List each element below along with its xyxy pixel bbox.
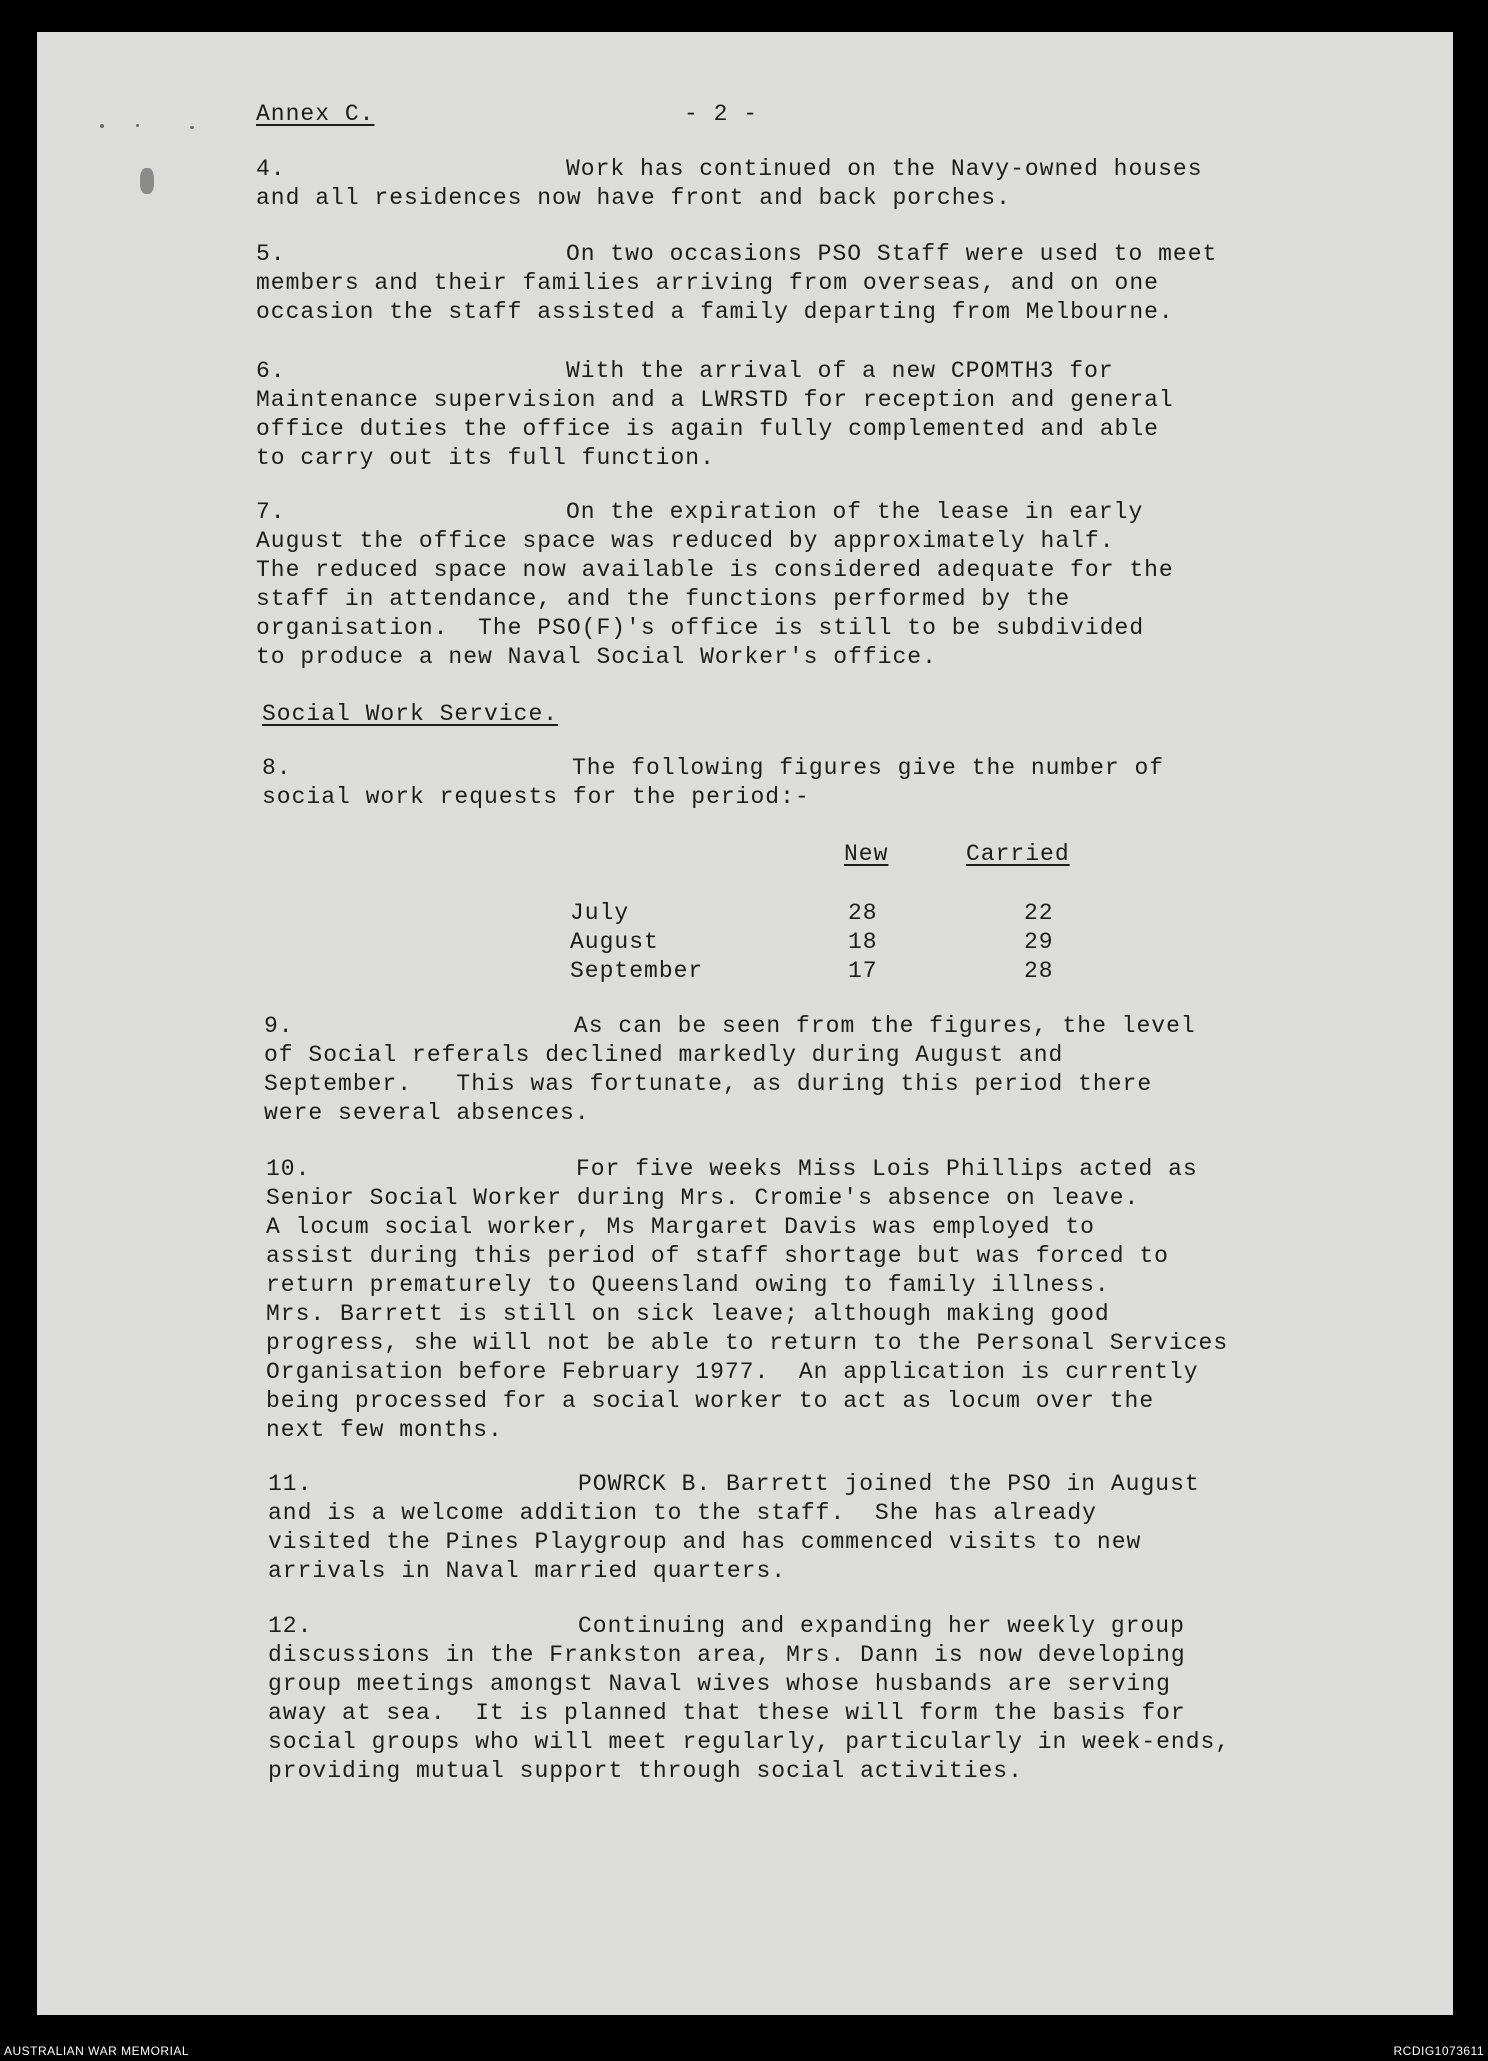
paragraph-first-line: For five weeks Miss Lois Phillips acted as [576, 1156, 1198, 1182]
paragraph-body: and is a welcome addition to the staff. She has already visited the Pines Playgroup and has commenced visits to new arrivals in Naval married quarters. [268, 1500, 1142, 1584]
table-month: August [570, 929, 659, 955]
table-month: July [570, 900, 630, 926]
paper-speck [140, 168, 154, 194]
paragraph-body: August the office space was reduced by approximately half. The reduced space now available is considered adequate for the staff in attendance, and the functions performed by the organisation. The PSO(F)'s office is still to be subdivided to produce a new Naval Social Worker's office. [256, 528, 1174, 670]
paragraph-body: and all residences now have front and back porches. [256, 185, 1011, 211]
paragraph-number: 12. [268, 1613, 313, 1639]
paragraph-body: members and their families arriving from overseas, and on one occasion the staff assisted a family departing from Melbourne. [256, 270, 1174, 325]
table-carried-value: 22 [1024, 900, 1054, 926]
paragraph-body: of Social referals declined markedly during August and September. This was fortunate, as during this period there were several absences. [264, 1042, 1153, 1126]
paragraph-body: discussions in the Frankston area, Mrs. Dann is now developing group meetings amongst Naval wives whose husbands are serving away at sea. It is planned that these will form the basis for social groups who will meet regularly, particularly in week-ends, providing mutual support through social activities. [268, 1642, 1231, 1784]
footer-record-id: RCDIG1073611 [1393, 2044, 1484, 2058]
section-heading: Social Work Service. [262, 701, 559, 727]
table-new-value: 28 [848, 900, 878, 926]
paragraph-number: 6. [256, 358, 286, 384]
table-header-new: New [844, 841, 889, 867]
footer-archive-label: AUSTRALIAN WAR MEMORIAL [4, 2044, 190, 2058]
annex-label: Annex C. [256, 101, 375, 127]
paragraph-first-line: On two occasions PSO Staff were used to meet [566, 241, 1218, 267]
table-carried-value: 28 [1024, 958, 1054, 984]
table-new-value: 18 [848, 929, 878, 955]
paragraph-number: 10. [266, 1156, 311, 1182]
paragraph-number: 5. [256, 241, 286, 267]
paragraph-body: Senior Social Worker during Mrs. Cromie's absence on leave. A locum social worker, Ms Margaret Davis was employed to assist during this period of staff shortage but was forced to return prematurely to Queensland owing to family illness. Mrs. Barrett is still on sick leave; although making good progress, she will not be able to return to the Personal Services Organisation before February 1977. An application is currently being processed for a social worker to act as locum over the next few months. [266, 1185, 1229, 1443]
table-month: September [570, 958, 704, 984]
paragraph-first-line: As can be seen from the figures, the level [574, 1013, 1196, 1039]
page-number: - 2 - [684, 101, 759, 127]
table-header-carried: Carried [966, 841, 1070, 867]
paragraph-body: Maintenance supervision and a LWRSTD for reception and general office duties the office is again fully complemented and able to carry out its full function. [256, 387, 1174, 471]
paragraph-number: 8. [262, 755, 292, 781]
paragraph-body: social work requests for the period:- [262, 784, 810, 810]
paragraph-first-line: On the expiration of the lease in early [566, 499, 1144, 525]
paper-speck [136, 124, 139, 127]
paragraph-first-line: With the arrival of a new CPOMTH3 for [566, 358, 1114, 384]
paragraph-number: 4. [256, 156, 286, 182]
paragraph-number: 7. [256, 499, 286, 525]
paper-speck [100, 124, 104, 128]
table-new-value: 17 [848, 958, 878, 984]
paper-speck [190, 126, 194, 129]
paragraph-number: 11. [268, 1471, 313, 1497]
paragraph-first-line: POWRCK B. Barrett joined the PSO in August [578, 1471, 1200, 1497]
table-carried-value: 29 [1024, 929, 1054, 955]
paragraph-first-line: The following figures give the number of [572, 755, 1165, 781]
paragraph-number: 9. [264, 1013, 294, 1039]
paragraph-first-line: Continuing and expanding her weekly group [578, 1613, 1185, 1639]
paragraph-first-line: Work has continued on the Navy-owned houses [566, 156, 1203, 182]
